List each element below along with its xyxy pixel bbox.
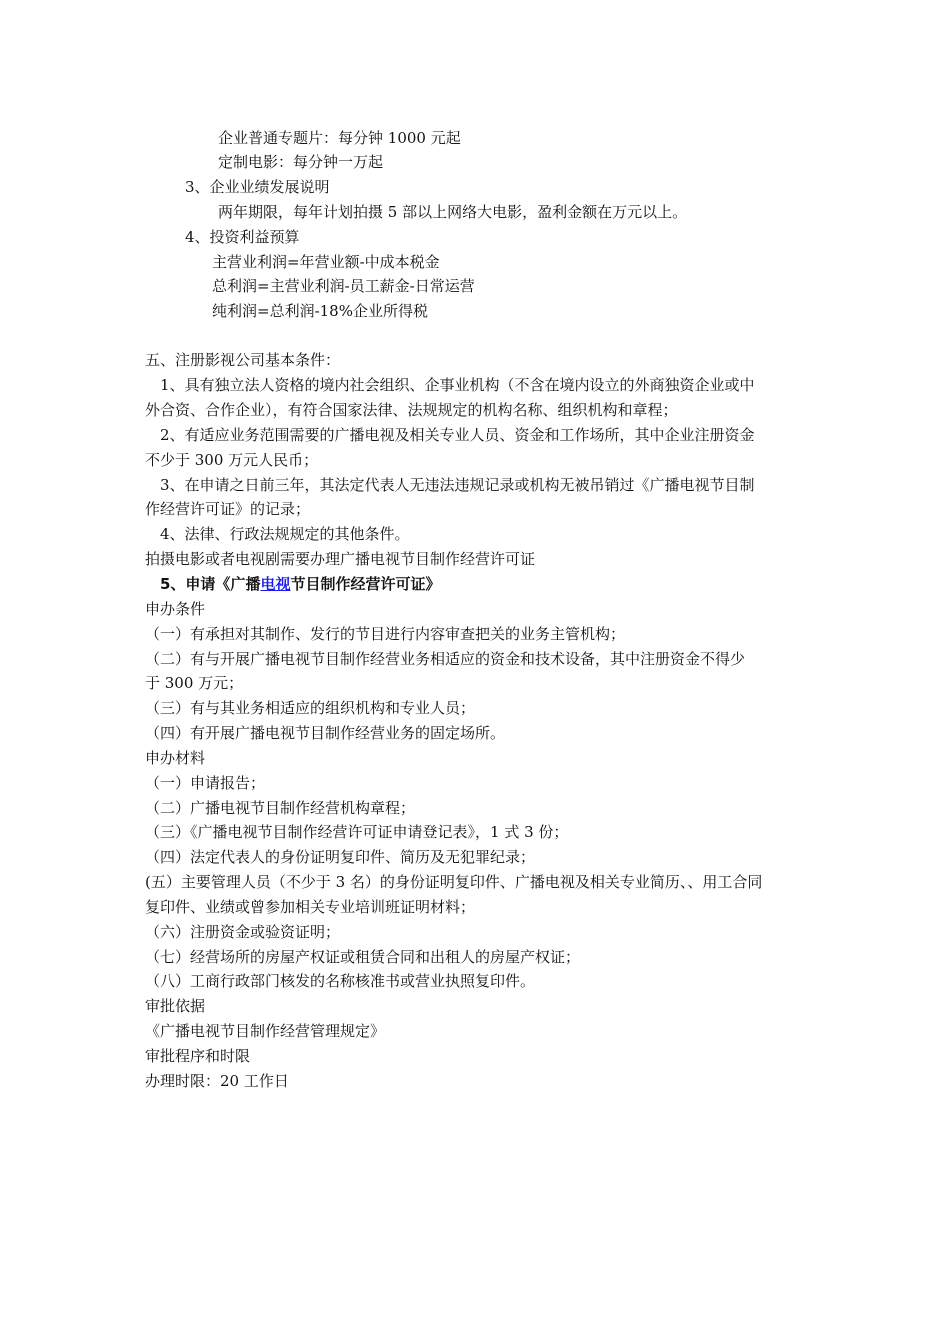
condition-3-line-1: 3、在申请之日前三年，其法定代表人无违法违规记录或机构无被吊销过《广播电视节目制 xyxy=(160,476,755,494)
approval-basis-title: 审批依据 xyxy=(145,997,206,1015)
material-1: （一）申请报告； xyxy=(145,774,266,792)
material-8: （八）工商行政部门核发的名称核准书或营业执照复印件。 xyxy=(145,972,536,990)
material-3: （三）《广播电视节目制作经营许可证申请登记表》，1 式 3 份； xyxy=(145,823,569,841)
subheading-performance: 3、企业业绩发展说明 xyxy=(185,178,330,196)
materials-title: 申办材料 xyxy=(145,749,206,767)
formula-net-profit: 纯利润=总利润-18%企业所得税 xyxy=(212,302,428,320)
material-5-line-2: 复印件、业绩或曾参加相关专业培训班证明材料； xyxy=(145,898,476,916)
app-condition-2-line-2: 于 300 万元； xyxy=(145,674,244,692)
application-conditions-title: 申办条件 xyxy=(145,600,206,618)
approval-basis: 《广播电视节目制作经营管理规定》 xyxy=(145,1022,386,1040)
app-condition-4: （四）有开展广播电视节目制作经营业务的固定场所。 xyxy=(145,724,506,742)
app-condition-1: （一）有承担对其制作、发行的节目进行内容审查把关的业务主管机构； xyxy=(145,625,626,643)
formula-total-profit: 总利润=主营业利润-员工薪金-日常运营 xyxy=(212,277,475,295)
tv-link[interactable]: 电视 xyxy=(260,575,291,593)
material-6: （六）注册资金或验资证明； xyxy=(145,923,341,941)
app-condition-2-line-1: （二）有与开展广播电视节目制作经营业务相适应的资金和技术设备，其中注册资金不得少 xyxy=(145,650,746,668)
material-7: （七）经营场所的房屋产权证或租赁合同和出租人的房屋产权证； xyxy=(145,948,581,966)
license-note: 拍摄电影或者电视剧需要办理广播电视节目制作经营许可证 xyxy=(145,550,536,568)
section-title-conditions: 五、注册影视公司基本条件： xyxy=(145,351,341,369)
procedure-time-limit: 办理时限：20 工作日 xyxy=(145,1072,289,1090)
condition-3-line-2: 作经营许可证》的记录； xyxy=(145,500,311,518)
material-5-line-1: (五）主要管理人员（不少于 3 名）的身份证明复印件、广播电视及相关专业简历、、用工合同 xyxy=(145,873,763,891)
license-heading-prefix: 5、申请《广播 xyxy=(160,575,261,593)
subheading-investment: 4、投资利益预算 xyxy=(185,228,300,246)
formula-main-profit: 主营业利润=年营业额-中成本税金 xyxy=(212,253,440,271)
license-heading xyxy=(160,572,440,596)
material-2: （二）广播电视节目制作经营机构章程； xyxy=(145,799,416,817)
procedure-title: 审批程序和时限 xyxy=(145,1047,251,1065)
condition-1-line-2: 外合资、合作企业），有符合国家法律、法规规定的机构名称、组织机构和章程； xyxy=(145,401,678,419)
condition-2-line-1: 2、有适应业务范围需要的广播电视及相关专业人员、资金和工作场所，其中企业注册资金 xyxy=(160,426,755,444)
license-heading-suffix: 节目制作经营许可证》 xyxy=(290,575,441,593)
app-condition-3: （三）有与其业务相适应的组织机构和专业人员； xyxy=(145,699,476,717)
material-4: （四）法定代表人的身份证明复印件、简历及无犯罪纪录； xyxy=(145,848,536,866)
price-line-corporate: 企业普通专题片：每分钟 1000 元起 xyxy=(218,129,461,147)
condition-2-line-2: 不少于 300 万元人民币； xyxy=(145,451,319,469)
price-line-film: 定制电影：每分钟一万起 xyxy=(218,153,384,171)
condition-4: 4、法律、行政法规规定的其他条件。 xyxy=(160,525,410,543)
performance-text: 两年期限，每年计划拍摄 5 部以上网络大电影，盈利金额在万元以上。 xyxy=(218,203,688,221)
condition-1-line-1: 1、具有独立法人资格的境内社会组织、企事业机构（不含在境内设立的外商独资企业或中 xyxy=(160,376,755,394)
